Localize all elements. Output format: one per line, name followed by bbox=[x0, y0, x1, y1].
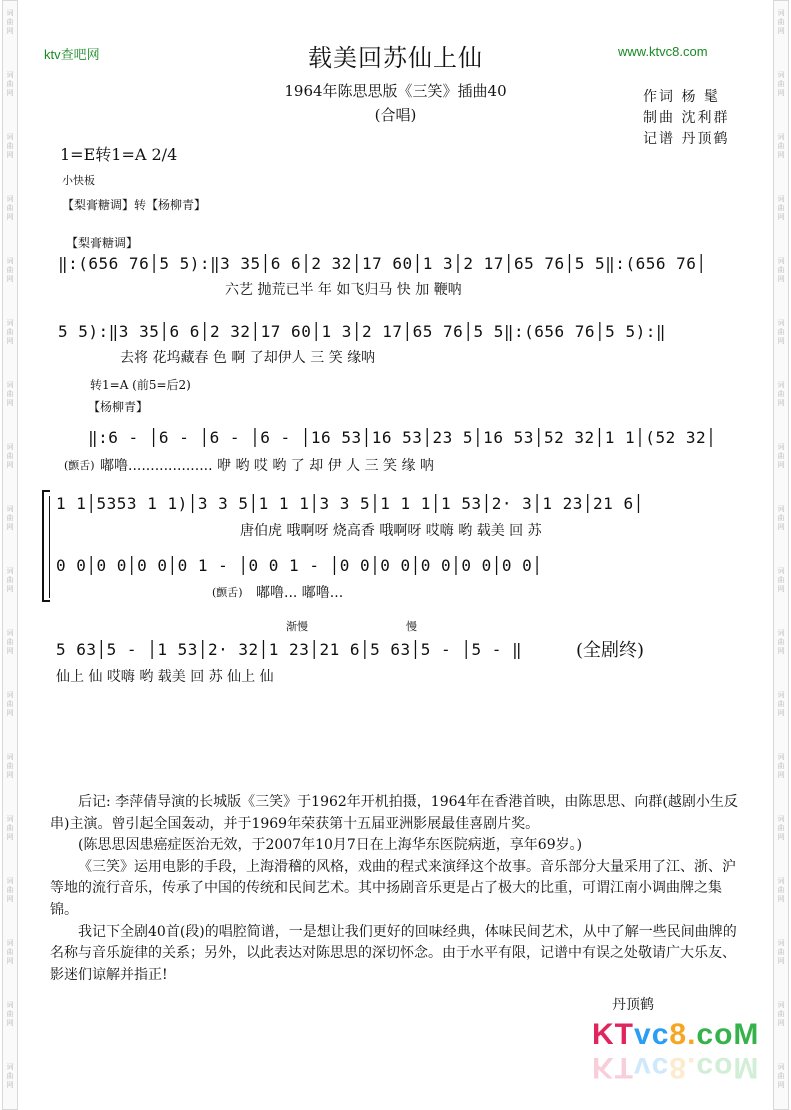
left-side-strip bbox=[2, 0, 18, 1110]
signature: 丹顶鹤 bbox=[612, 997, 654, 1013]
section-label-2: 【杨柳青】 bbox=[88, 400, 149, 414]
lyrics-line-3: 嘟噜................... 咿 哟 哎 哟 了 却 伊 人 三 笑 缘 呐 bbox=[100, 458, 434, 474]
tempo-mark-gradual: 渐慢 bbox=[286, 620, 308, 633]
score-line-4-lower: 0 0│0 0│0 0│0 1 - │0 0 1 - │0 0│0 0│0 0│0 0│0 0│ bbox=[56, 556, 543, 575]
side-mark-left: 词 曲 网 bbox=[6, 443, 14, 469]
side-mark-right: 词 曲 网 bbox=[777, 443, 785, 469]
side-mark-left: 词 曲 网 bbox=[6, 257, 14, 283]
side-mark-right: 词 曲 网 bbox=[777, 567, 785, 593]
site-url-right[interactable]: www.ktvc8.com bbox=[618, 44, 708, 59]
score-line-3: ‖:6 - │6 - │6 - │6 - │16 53│16 53│23 5│16 53│52 32│1 1│(52 32│ bbox=[88, 428, 717, 447]
right-side-strip bbox=[773, 0, 789, 1110]
side-mark-left: 词 曲 网 bbox=[6, 815, 14, 841]
side-mark-right: 词 曲 网 bbox=[777, 1001, 785, 1027]
side-mark-right: 词 曲 网 bbox=[777, 753, 785, 779]
side-mark-right: 词 曲 网 bbox=[777, 1063, 785, 1089]
line-4-lower-prefix: (颤舌) bbox=[212, 586, 243, 599]
side-mark-right: 词 曲 网 bbox=[777, 629, 785, 655]
side-mark-right: 词 曲 网 bbox=[777, 381, 785, 407]
tune-names: 【梨膏糖调】转【杨柳青】 bbox=[62, 198, 207, 212]
postscript-paragraph-2: (陈思思因患癌症医治无效，于2007年10月7日在上海华东医院病逝，享年69岁。) bbox=[78, 837, 583, 854]
side-mark-right: 词 曲 网 bbox=[777, 319, 785, 345]
watermark-logo-reflection: KTvc8.coM bbox=[592, 1051, 760, 1084]
system-bracket-bottom bbox=[42, 600, 50, 602]
score-line-5: 5 63│5 - │1 53│2· 32│1 23│21 6│5 63│5 - │5 - ‖ bbox=[56, 640, 523, 659]
side-mark-left: 词 曲 网 bbox=[6, 629, 14, 655]
watermark-logo: KTvc8.coM bbox=[592, 1018, 760, 1051]
line-3-prefix: (颤舌) bbox=[64, 459, 95, 472]
tempo-marking: 小快板 bbox=[62, 174, 95, 187]
subtitle-chorus: (合唱) bbox=[374, 106, 417, 124]
side-mark-left: 词 曲 网 bbox=[6, 691, 14, 717]
side-mark-left: 词 曲 网 bbox=[6, 505, 14, 531]
lyrics-line-1: 六艺 抛荒已半 年 如飞归马 快 加 鞭呐 bbox=[225, 282, 462, 298]
side-mark-left: 词 曲 网 bbox=[6, 1001, 14, 1027]
side-mark-right: 词 曲 网 bbox=[777, 505, 785, 531]
credit-lyricist: 作词 杨 髦 bbox=[643, 89, 720, 105]
side-mark-left: 词 曲 网 bbox=[6, 9, 14, 35]
side-mark-left: 词 曲 网 bbox=[6, 567, 14, 593]
side-mark-left: 词 曲 网 bbox=[6, 71, 14, 97]
tempo-mark-slow: 慢 bbox=[406, 620, 417, 633]
credit-transcriber: 记谱 丹顶鹤 bbox=[643, 131, 730, 147]
score-line-1: ‖:(656 76│5 5):‖3 35│6 6│2 32│17 60│1 3│2 17│65 76│5 5‖:(656 76│ bbox=[58, 254, 707, 273]
side-mark-left: 词 曲 网 bbox=[6, 939, 14, 965]
system-bracket-top bbox=[42, 490, 50, 492]
side-mark-right: 词 曲 网 bbox=[777, 877, 785, 903]
side-mark-right: 词 曲 网 bbox=[777, 815, 785, 841]
side-mark-left: 词 曲 网 bbox=[6, 753, 14, 779]
side-mark-right: 词 曲 网 bbox=[777, 939, 785, 965]
side-mark-right: 词 曲 网 bbox=[777, 691, 785, 717]
system-barline bbox=[49, 496, 50, 598]
side-mark-right: 词 曲 网 bbox=[777, 133, 785, 159]
credits bbox=[643, 87, 729, 150]
key-signature: 1=E转1=A 2/4 bbox=[60, 145, 178, 164]
side-mark-left: 词 曲 网 bbox=[6, 1063, 14, 1089]
lyrics-line-2: 去将 花坞藏春 色 啊 了却伊人 三 笑 缘呐 bbox=[120, 350, 376, 366]
postscript bbox=[50, 792, 740, 986]
side-mark-left: 词 曲 网 bbox=[6, 195, 14, 221]
side-mark-left: 词 曲 网 bbox=[6, 133, 14, 159]
lyrics-line-4-lower: 嘟噜... 嘟噜... bbox=[256, 585, 344, 601]
side-mark-left: 词 曲 网 bbox=[6, 381, 14, 407]
side-mark-right: 词 曲 网 bbox=[777, 71, 785, 97]
modulation-note: 转1=A (前5=后2) bbox=[90, 378, 191, 392]
score-line-4-upper: 1 1│5353 1 1)│3 3 5│1 1 1│3 3 5│1 1 1│1 53│2· 3│1 23│21 6│ bbox=[56, 494, 644, 513]
system-bracket bbox=[42, 490, 44, 602]
side-mark-right: 词 曲 网 bbox=[777, 9, 785, 35]
postscript-paragraph-4: 我记下全剧40首(段)的唱腔简谱，一是想让我们更好的回味经典，体味民间艺术，从中了解一些民间曲牌的名称与音乐旋律的关系；另外，以此表达对陈思思的深切怀念。由于水平有限，记谱中有误之处敬请广大乐友、影迷们谅解并指正! bbox=[50, 923, 737, 983]
side-mark-left: 词 曲 网 bbox=[6, 319, 14, 345]
subtitle: 1964年陈思思版《三笑》插曲40 bbox=[284, 82, 507, 100]
side-mark-right: 词 曲 网 bbox=[777, 195, 785, 221]
side-mark-right: 词 曲 网 bbox=[777, 257, 785, 283]
score-line-2: 5 5):‖3 35│6 6│2 32│17 60│1 3│2 17│65 76│5 5‖:(656 76│5 5):‖ bbox=[58, 322, 666, 341]
site-name-left[interactable]: ktv查吧网 bbox=[44, 47, 100, 62]
postscript-paragraph-1: 后记: 李萍倩导演的长城版《三笑》于1962年开机拍摄，1964年在香港首映，由陈思思、向群(越剧小生反串)主演。曾引起全国轰动，并于1969年荣获第十五届亚洲影展最佳喜剧片奖。 bbox=[50, 794, 738, 832]
lyrics-line-4-upper: 唐伯虎 哦啊呀 烧高香 哦啊呀 哎嗨 哟 载美 回 苏 bbox=[240, 523, 542, 539]
section-label-1: 【梨膏糖调】 bbox=[66, 236, 139, 250]
page-title: 载美回苏仙上仙 bbox=[308, 44, 483, 72]
credit-composer: 制曲 沈利群 bbox=[643, 110, 730, 126]
side-mark-left: 词 曲 网 bbox=[6, 877, 14, 903]
end-of-opera: (全剧终) bbox=[576, 640, 645, 661]
lyrics-line-5: 仙上 仙 哎嗨 哟 载美 回 苏 仙上 仙 bbox=[56, 669, 274, 685]
postscript-paragraph-3: 《三笑》运用电影的手段，上海滑稽的风格，戏曲的程式来演绎这个故事。音乐部分大量采用了江、浙、沪等地的流行音乐，传承了中国的传统和民间艺术。其中扬剧音乐更是占了极大的比重，可谓江南小调曲牌之集锦。 bbox=[50, 858, 736, 918]
